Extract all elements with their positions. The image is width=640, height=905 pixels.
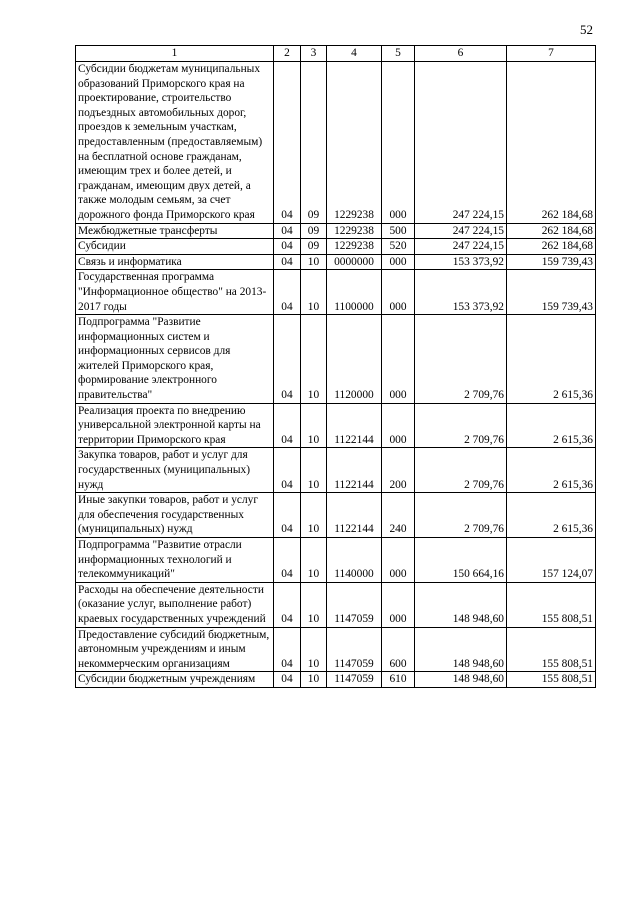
amount-year2-cell: 2 615,36 xyxy=(507,315,596,404)
section-code-cell: 04 xyxy=(274,62,301,224)
row-name-cell: Подпрограмма "Развитие информационных систем и информационных сервисов для жителей Приморского края, формирование электронного правительства" xyxy=(76,315,274,404)
row-name-cell: Закупка товаров, работ и услуг для государственных (муниципальных) нужд xyxy=(76,448,274,493)
target-article-cell: 1229238 xyxy=(327,223,382,239)
section-code-cell: 04 xyxy=(274,538,301,583)
amount-year1-cell: 2 709,76 xyxy=(415,448,507,493)
table-row xyxy=(76,239,596,255)
table-row xyxy=(76,538,596,583)
row-name-cell: Государственная программа "Информационное общество" на 2013-2017 годы xyxy=(76,270,274,315)
expense-type-cell: 000 xyxy=(382,254,415,270)
amount-year2-cell: 159 739,43 xyxy=(507,254,596,270)
subsection-code-cell: 10 xyxy=(301,582,327,627)
target-article-cell: 1122144 xyxy=(327,448,382,493)
amount-year2-cell: 155 808,51 xyxy=(507,672,596,688)
row-name-cell: Субсидии бюджетным учреждениям xyxy=(76,672,274,688)
section-code-cell: 04 xyxy=(274,403,301,448)
section-code-cell: 04 xyxy=(274,270,301,315)
amount-year2-cell: 159 739,43 xyxy=(507,270,596,315)
target-article-cell: 1229238 xyxy=(327,239,382,255)
row-name-cell: Межбюджетные трансферты xyxy=(76,223,274,239)
expense-type-cell: 000 xyxy=(382,62,415,224)
target-article-cell: 1122144 xyxy=(327,493,382,538)
column-header: 6 xyxy=(415,46,507,62)
subsection-code-cell: 10 xyxy=(301,493,327,538)
target-article-cell: 1147059 xyxy=(327,627,382,672)
amount-year1-cell: 247 224,15 xyxy=(415,62,507,224)
subsection-code-cell: 10 xyxy=(301,315,327,404)
table-row xyxy=(76,672,596,688)
amount-year1-cell: 247 224,15 xyxy=(415,223,507,239)
table-row xyxy=(76,582,596,627)
target-article-cell: 1120000 xyxy=(327,315,382,404)
budget-table xyxy=(75,45,596,688)
expense-type-cell: 610 xyxy=(382,672,415,688)
amount-year1-cell: 2 709,76 xyxy=(415,493,507,538)
amount-year1-cell: 150 664,16 xyxy=(415,538,507,583)
amount-year1-cell: 153 373,92 xyxy=(415,270,507,315)
amount-year2-cell: 262 184,68 xyxy=(507,223,596,239)
table-row xyxy=(76,62,596,224)
column-header: 5 xyxy=(382,46,415,62)
row-name-cell: Подпрограмма "Развитие отрасли информационных технологий и телекоммуникаций" xyxy=(76,538,274,583)
section-code-cell: 04 xyxy=(274,627,301,672)
amount-year1-cell: 2 709,76 xyxy=(415,403,507,448)
row-name-cell: Субсидии бюджетам муниципальных образований Приморского края на проектирование, строительство подъездных автомобильных дорог, проездов к земельным участкам, предоставленным (предоставляемым) на бесплатной основе гражданам, имеющим трех и более детей, и гражданам, имеющим двух детей, а также молодым семьям, за счет дорожного фонда Приморского края xyxy=(76,62,274,224)
expense-type-cell: 520 xyxy=(382,239,415,255)
page-number: 52 xyxy=(580,22,593,37)
subsection-code-cell: 10 xyxy=(301,403,327,448)
table-row xyxy=(76,254,596,270)
expense-type-cell: 000 xyxy=(382,403,415,448)
amount-year1-cell: 247 224,15 xyxy=(415,239,507,255)
row-name-cell: Предоставление субсидий бюджетным, автономным учреждениям и иным некоммерческим организациям xyxy=(76,627,274,672)
subsection-code-cell: 10 xyxy=(301,538,327,583)
amount-year1-cell: 2 709,76 xyxy=(415,315,507,404)
amount-year2-cell: 2 615,36 xyxy=(507,403,596,448)
expense-type-cell: 000 xyxy=(382,270,415,315)
subsection-code-cell: 10 xyxy=(301,254,327,270)
amount-year1-cell: 148 948,60 xyxy=(415,582,507,627)
amount-year1-cell: 148 948,60 xyxy=(415,672,507,688)
row-name-cell: Субсидии xyxy=(76,239,274,255)
expense-type-cell: 000 xyxy=(382,315,415,404)
table-row xyxy=(76,315,596,404)
section-code-cell: 04 xyxy=(274,448,301,493)
amount-year1-cell: 153 373,92 xyxy=(415,254,507,270)
target-article-cell: 1229238 xyxy=(327,62,382,224)
expense-type-cell: 000 xyxy=(382,582,415,627)
subsection-code-cell: 10 xyxy=(301,270,327,315)
section-code-cell: 04 xyxy=(274,239,301,255)
subsection-code-cell: 10 xyxy=(301,672,327,688)
section-code-cell: 04 xyxy=(274,223,301,239)
row-name-cell: Иные закупки товаров, работ и услуг для обеспечения государственных (муниципальных) нужд xyxy=(76,493,274,538)
table-row xyxy=(76,493,596,538)
section-code-cell: 04 xyxy=(274,254,301,270)
row-name-cell: Реализация проекта по внедрению универсальной электронной карты на территории Приморского края xyxy=(76,403,274,448)
amount-year2-cell: 2 615,36 xyxy=(507,493,596,538)
amount-year2-cell: 155 808,51 xyxy=(507,627,596,672)
amount-year2-cell: 157 124,07 xyxy=(507,538,596,583)
section-code-cell: 04 xyxy=(274,582,301,627)
table-row xyxy=(76,270,596,315)
row-name-cell: Расходы на обеспечение деятельности (оказание услуг, выполнение работ) краевых государственных учреждений xyxy=(76,582,274,627)
expense-type-cell: 600 xyxy=(382,627,415,672)
target-article-cell: 1140000 xyxy=(327,538,382,583)
target-article-cell: 1122144 xyxy=(327,403,382,448)
target-article-cell: 1147059 xyxy=(327,582,382,627)
section-code-cell: 04 xyxy=(274,315,301,404)
amount-year2-cell: 262 184,68 xyxy=(507,62,596,224)
target-article-cell: 1147059 xyxy=(327,672,382,688)
amount-year2-cell: 155 808,51 xyxy=(507,582,596,627)
subsection-code-cell: 09 xyxy=(301,62,327,224)
column-header: 4 xyxy=(327,46,382,62)
section-code-cell: 04 xyxy=(274,672,301,688)
subsection-code-cell: 10 xyxy=(301,627,327,672)
table-header-row xyxy=(76,46,596,62)
column-header: 3 xyxy=(301,46,327,62)
section-code-cell: 04 xyxy=(274,493,301,538)
column-header: 2 xyxy=(274,46,301,62)
expense-type-cell: 000 xyxy=(382,538,415,583)
expense-type-cell: 500 xyxy=(382,223,415,239)
target-article-cell: 0000000 xyxy=(327,254,382,270)
amount-year2-cell: 262 184,68 xyxy=(507,239,596,255)
subsection-code-cell: 09 xyxy=(301,223,327,239)
target-article-cell: 1100000 xyxy=(327,270,382,315)
amount-year1-cell: 148 948,60 xyxy=(415,627,507,672)
column-header: 7 xyxy=(507,46,596,62)
subsection-code-cell: 09 xyxy=(301,239,327,255)
expense-type-cell: 240 xyxy=(382,493,415,538)
expense-type-cell: 200 xyxy=(382,448,415,493)
table-body xyxy=(76,62,596,688)
table-row xyxy=(76,627,596,672)
table-row xyxy=(76,448,596,493)
table-row xyxy=(76,223,596,239)
row-name-cell: Связь и информатика xyxy=(76,254,274,270)
column-header: 1 xyxy=(76,46,274,62)
table-row xyxy=(76,403,596,448)
subsection-code-cell: 10 xyxy=(301,448,327,493)
amount-year2-cell: 2 615,36 xyxy=(507,448,596,493)
